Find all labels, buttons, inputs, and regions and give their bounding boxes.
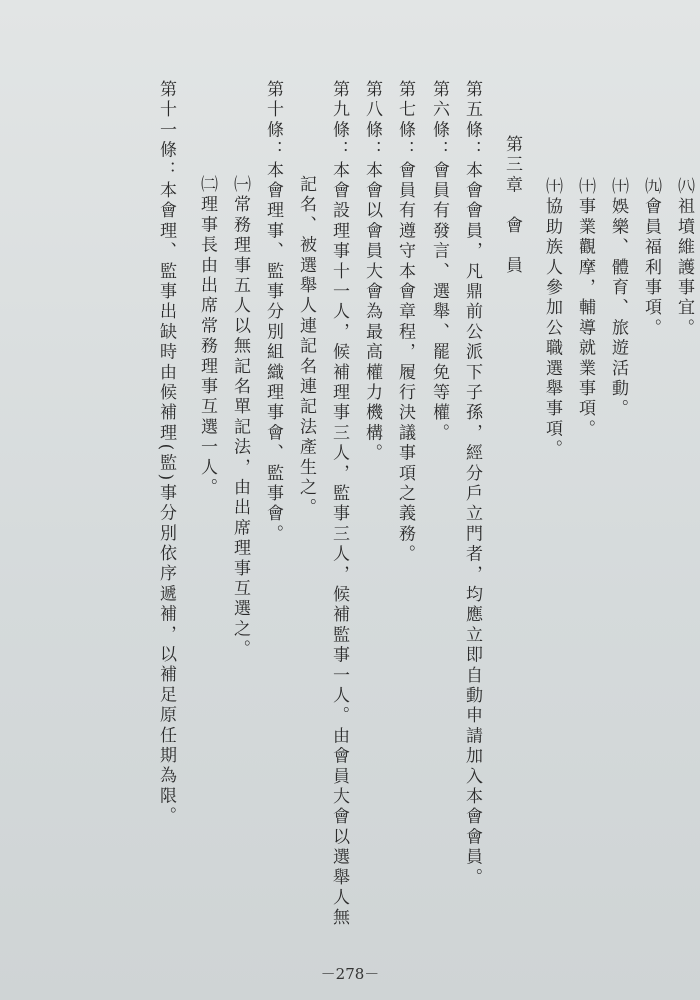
article-9-continued: 記名、被選舉人連記名連記法產生之。: [296, 175, 316, 519]
text-column-3: ㈩娛樂、體育、旅遊活動。: [608, 177, 628, 420]
text-column-2: ㈨會員福利事項。: [641, 177, 661, 339]
article-9: 第九條：本會設理事十一人，候補理事三人，監事三人，候補監事一人。由會員大會以選舉人無: [329, 80, 349, 929]
article-10: 第十條：本會理事、監事分別組織理事會、監事會。: [263, 80, 283, 545]
article-10-item-1: ㈠常務理事五人以無記名單記法，由出席理事互選之。: [230, 175, 250, 660]
page-number: －278－: [320, 965, 380, 983]
article-5: 第五條：本會會員，凡鼎前公派下子孫，經分戶立門者，均應立即自動申請加入本會會員。: [462, 80, 482, 888]
vertical-text-block: [52, 70, 692, 930]
text-column-4: ㈩事業觀摩，輔導就業事項。: [575, 177, 595, 440]
article-8: 第八條：本會以會員大會為最高權力機構。: [362, 80, 382, 464]
chapter-heading: 第三章 會 員: [502, 135, 522, 277]
text-column-5: ㈩協助族人參加公職選舉事項。: [542, 177, 562, 460]
article-11: 第十一條：本會理、監事出缺時由候補理(監)事分別依序遞補，以補足原任期為限。: [156, 80, 176, 827]
article-10-item-2: ㈡理事長由出席常務理事互選一人。: [197, 175, 217, 499]
article-7: 第七條：會員有遵守本會章程，履行決議事項之義務。: [395, 80, 415, 565]
article-6: 第六條：會員有發言、選舉、罷免等權。: [429, 80, 449, 444]
text-column-1: ㈧祖墳維護事宜。: [674, 177, 694, 339]
